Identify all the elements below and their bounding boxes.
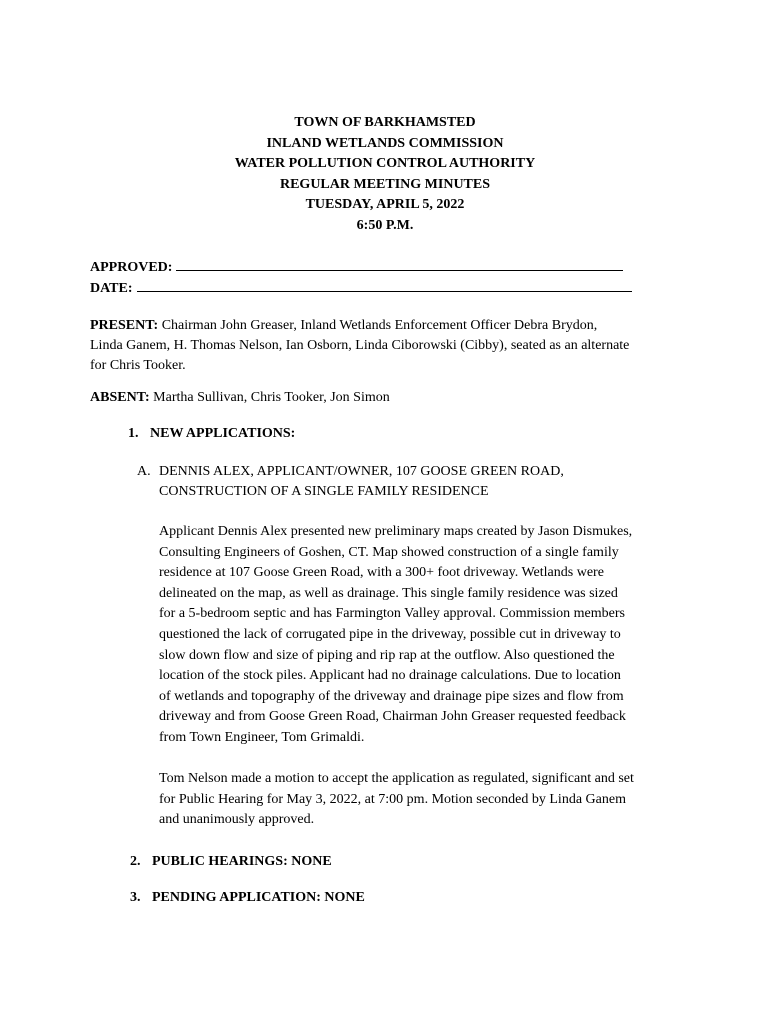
motion-line: Tom Nelson made a motion to accept the application as regulated, significant and set	[159, 771, 634, 786]
motion-line: and unanimously approved.	[159, 812, 315, 828]
present-line	[90, 316, 690, 336]
header-town: TOWN OF BARKHAMSTED	[294, 115, 476, 130]
section-new-applications	[128, 424, 295, 444]
body-line: questioned the lack of corrugated pipe in the driveway, possible cut in driveway to	[159, 626, 621, 642]
item-a-body	[159, 522, 669, 749]
item-letter: A.	[137, 464, 151, 479]
motion-line: for Public Hearing for May 3, 2022, at 7:00 pm. Motion seconded by Linda Ganem	[159, 791, 626, 807]
document-header	[0, 113, 770, 237]
body-line: delineated on the map, as well as drainage. This single family residence was sized	[159, 585, 618, 601]
header-time: 6:50 P.M.	[356, 217, 414, 233]
absent-label: ABSENT:	[90, 390, 150, 405]
section-title: PENDING APPLICATION: NONE	[152, 890, 365, 905]
section-title: NEW APPLICATIONS:	[150, 426, 296, 441]
item-a-title-text-1: DENNIS ALEX, APPLICANT/OWNER, 107 GOOSE GREEN ROAD,	[159, 464, 564, 479]
section-pending-application	[130, 888, 365, 908]
item-a-motion	[159, 769, 669, 831]
section-number: 3.	[130, 890, 141, 905]
body-line: Consulting Engineers of Goshen, CT. Map showed construction of a single family	[159, 544, 619, 560]
section-number: 1.	[128, 426, 139, 441]
body-line: location of the stock piles. Applicant had no drainage calculations. Due to location	[159, 668, 621, 684]
body-line: from Town Engineer, Tom Grimaldi.	[159, 729, 365, 745]
section-public-hearings	[130, 852, 332, 872]
date-label: DATE:	[90, 281, 133, 296]
approved-line	[90, 257, 623, 278]
header-meeting-type: REGULAR MEETING MINUTES	[279, 176, 491, 192]
present-text-1: Chairman John Greaser, Inland Wetlands Enforcement Officer Debra Brydon,	[158, 318, 598, 333]
present-paragraph	[90, 316, 690, 376]
approved-signature-rule	[176, 257, 623, 271]
body-line: of wetlands and topography of the driveway and drainage pipe sizes and flow from	[159, 688, 624, 704]
absent-paragraph	[90, 388, 690, 408]
item-a-title	[137, 462, 564, 502]
absent-text: Martha Sullivan, Chris Tooker, Jon Simon	[149, 390, 390, 405]
present-text-3: for Chris Tooker.	[90, 358, 186, 373]
header-authority: WATER POLLUTION CONTROL AUTHORITY	[234, 156, 536, 172]
item-a-title-line	[137, 462, 564, 482]
body-line: Applicant Dennis Alex presented new preliminary maps created by Jason Dismukes,	[159, 524, 633, 539]
approved-label: APPROVED:	[90, 260, 173, 275]
body-line: driveway and from Goose Green Road, Chairman John Greaser requested feedback	[159, 709, 626, 725]
body-line: residence at 107 Goose Green Road, with a 300+ foot driveway. Wetlands were	[159, 565, 604, 581]
header-date: TUESDAY, APRIL 5, 2022	[305, 197, 465, 213]
body-line: for a 5-bedroom septic and has Farmington Valley approval. Commission members	[159, 606, 625, 622]
section-title: PUBLIC HEARINGS: NONE	[152, 854, 332, 869]
header-commission: INLAND WETLANDS COMMISSION	[266, 135, 504, 151]
present-text-2: Linda Ganem, H. Thomas Nelson, Ian Osborn, Linda Ciborowski (Cibby), seated as an alternate	[90, 338, 630, 353]
section-number: 2.	[130, 854, 141, 869]
item-a-title-text-2: CONSTRUCTION OF A SINGLE FAMILY RESIDENCE	[159, 484, 489, 499]
date-rule	[137, 278, 632, 292]
date-line	[90, 278, 632, 299]
present-label: PRESENT:	[90, 318, 159, 333]
body-line: slow down flow and size of piping and rip rap at the outflow. Also questioned the	[159, 647, 615, 663]
